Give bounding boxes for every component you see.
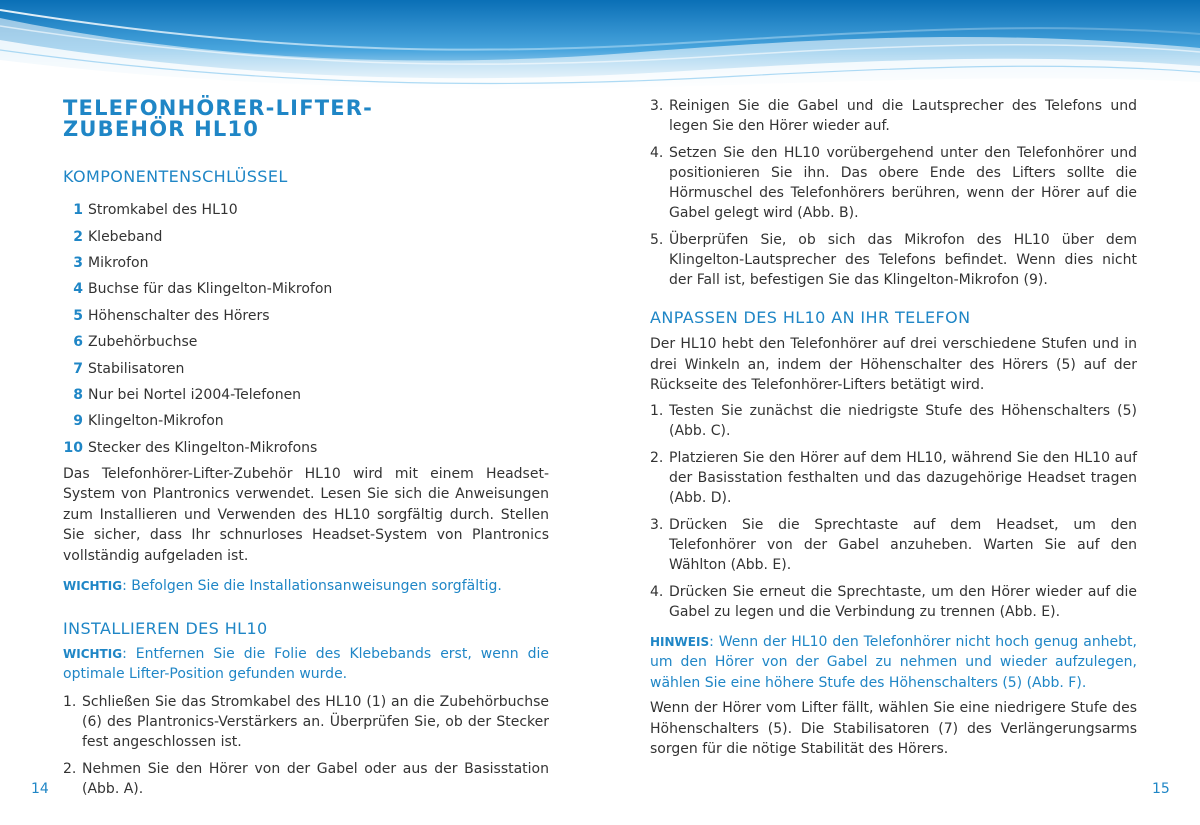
component-item: 4 Buchse für das Klingelton-Mikrofon [73,281,333,298]
important-label: WICHTIG [63,646,123,661]
header-wave-banner [0,0,1200,92]
component-item: 5 Höhenschalter des Hörers [73,307,270,324]
install-steps [63,692,549,799]
component-item: 1 Stromkabel des HL10 [73,202,238,219]
component-item: 9 Klingelton-Mikrofon [73,413,224,430]
hint-note: HINWEIS: Wenn der HL10 den Telefonhörer nicht hoch genug anhebt, um den Hörer von der Gabel zu nehmen und wieder aufzulegen, wählen Sie eine höhere Stufe des Höhenschalters (5) (Abb. F). [650,633,1137,691]
hint-label: HINWEIS [650,634,710,649]
component-item: 2 Klebeband [73,228,163,245]
component-item: 8 Nur bei Nortel i2004-Telefonen [73,386,302,403]
components-list [63,197,549,461]
install-step: 3. Reinigen Sie die Gabel und die Lautsprecher des Telefons und legen Sie den Hörer wieder auf. [650,98,1137,134]
install-step: 5. Überprüfen Sie, ob sich das Mikrofon des HL10 über dem Klingelton-Lautsprecher des Telefons befindet. Wenn dies nicht der Fall ist, befestigen Sie das Klingelton-Mikrofon (9). [650,232,1137,288]
adjust-intro-paragraph: Der HL10 hebt den Telefonhörer auf drei verschiedene Stufen und in drei Winkeln an, indem der Höhenschalter des Hörers (5) auf der Rückseite des Telefonhörer-Lifters betätigt wird. [650,336,1137,393]
component-item: 7 Stabilisatoren [73,360,185,377]
right-page [650,96,1137,760]
install-step: 1. Schließen Sie das Stromkabel des HL10 (1) an die Zubehörbuchse (6) des Plantronics-Verstärkers an. Überprüfen Sie, ob der Stecker fest angeschlossen ist. [63,693,549,750]
important-label: WICHTIG [63,579,123,594]
left-page [63,92,549,799]
component-item: 3 Mikrofon [73,254,149,271]
adjust-steps [650,401,1137,622]
adjust-step: 3. Drücken Sie die Sprechtaste auf dem Headset, um den Telefonhörer von der Gabel anzuheben. Warten Sie auf den Wählton (Abb. E). [650,516,1137,573]
page-number-left: 14 [31,781,49,797]
install-step: 2. Nehmen Sie den Hörer von der Gabel oder aus der Basisstation (Abb. A). [63,760,549,797]
important-note: WICHTIG: Befolgen Sie die Installationsanweisungen sorgfältig. [63,578,502,595]
install-heading: INSTALLIEREN DES HL10 [63,618,268,638]
adjust-heading: ANPASSEN DES HL10 AN IHR TELEFON [650,308,971,327]
component-item: 6 Zubehörbuchse [73,334,198,351]
page-number-right: 15 [1152,781,1170,797]
adjust-step: 2. Platzieren Sie den Hörer auf dem HL10, während Sie den HL10 auf der Basisstation festhalten und das dazugehörige Headset tragen (Abb. D). [650,449,1137,506]
closing-paragraph: Wenn der Hörer vom Lifter fällt, wählen Sie eine niedrigere Stufe des Höhenschalters (5). Die Stabilisatoren (7) des Verlängerungsarms sorgen für die nötige Stabilität des Hörers. [650,700,1137,757]
important-note-adhesive: WICHTIG: Entfernen Sie die Folie des Klebebands erst, wenn die optimale Lifter-Position gefunden wurde. [63,645,549,683]
document-title: TELEFONHÖRER-LIFTER- ZUBEHÖR HL10 [63,96,374,141]
component-item: 10 Stecker des Klingelton-Mikrofons [63,439,318,456]
components-heading: KOMPONENTENSCHLÜSSEL [63,167,288,186]
adjust-step: 1. Testen Sie zunächst die niedrigste Stufe des Höhenschalters (5) (Abb. C). [650,402,1137,439]
install-steps-continued [650,96,1137,290]
intro-paragraph: Das Telefonhörer-Lifter-Zubehör HL10 wird mit einem Headset-System von Plantronics verwendet. Lesen Sie sich die Anweisungen zum Installieren und Verwenden des HL10 sorgfältig durch. Stellen Sie sicher, dass Ihr schnurloses Headset-System von Plantronics vollständig aufgeladen ist. [63,465,549,564]
install-step: 4. Setzen Sie den HL10 vorübergehend unter den Telefonhörer und positionieren Sie ihn. Das obere Ende des Lifters sollte die Hörmuschel des Telefonhörers berühren, wenn der Hörer auf die Gabel gelegt wird (Abb. B). [650,145,1137,221]
adjust-step: 4. Drücken Sie erneut die Sprechtaste, um den Hörer wieder auf die Gabel zu legen und die Verbindung zu trennen (Abb. E). [650,583,1137,620]
